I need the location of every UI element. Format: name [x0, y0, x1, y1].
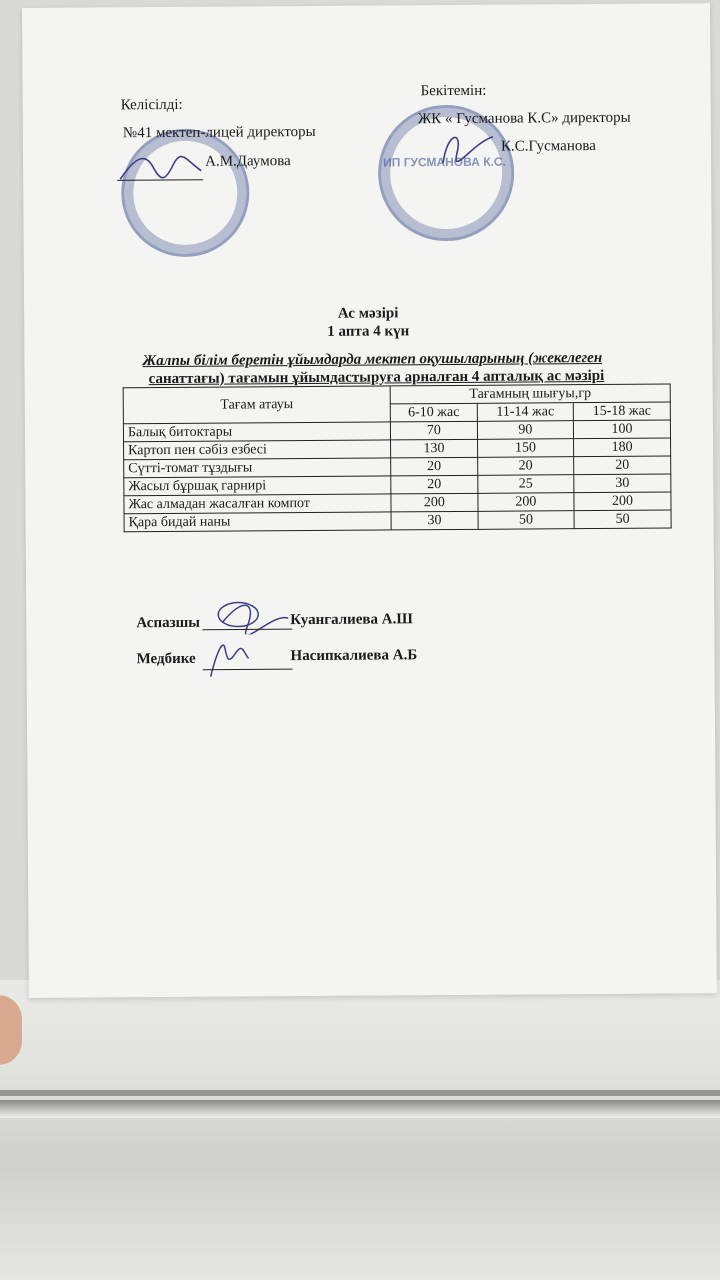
dish-name: Картоп пен сәбіз езбесі: [124, 440, 391, 460]
dish-name: Сүтті-томат тұздығы: [124, 458, 391, 478]
portion-value: 50: [478, 511, 574, 530]
menu-document: [22, 3, 717, 998]
menu-subtitle: 1 апта 4 күн: [327, 323, 410, 340]
menu-description-line1: Жалпы білім беретін ұйымдарда мектеп оқушыларының (жекелеген: [142, 349, 603, 370]
dish-name: Қара бидай наны: [124, 512, 391, 532]
company-stamp-text: ИП ГУСМАНОВА К.С.: [383, 154, 506, 170]
portion-value: 150: [477, 439, 573, 458]
table-row: [124, 510, 671, 532]
nurse-name: Насипкалиева А.Б: [290, 647, 418, 665]
portion-value: 100: [573, 420, 670, 439]
menu-title: Ас мәзірі: [337, 305, 399, 322]
portion-value: 180: [574, 438, 671, 457]
header-age: 6-10 жас: [390, 403, 477, 422]
shelf-background: [0, 980, 720, 1280]
portion-value: 200: [478, 493, 574, 512]
approval-right-label: Бекітемін:: [420, 82, 487, 100]
portion-value: 20: [574, 456, 671, 475]
portion-value: 130: [391, 439, 478, 458]
portion-value: 20: [391, 457, 478, 476]
dish-name: Балық битоктары: [123, 422, 390, 442]
director-right-signature: [433, 123, 503, 173]
header-dish: Тағам атауы: [123, 386, 390, 424]
portion-value: 30: [391, 511, 478, 530]
portion-value: 70: [390, 421, 477, 440]
approval-right-name: К.С.Гусманова: [500, 137, 596, 155]
portion-value: 200: [574, 492, 671, 511]
director-left-signature: [115, 147, 205, 188]
portion-value: 20: [391, 475, 478, 494]
portion-value: 20: [477, 457, 573, 476]
approval-left-label: Келісілді:: [120, 96, 183, 114]
portion-value: 50: [574, 510, 671, 529]
shelf-edge-shadow: [0, 1100, 720, 1118]
portion-value: 90: [477, 421, 573, 440]
nurse-label: Медбике: [136, 650, 196, 668]
dish-name: Жасыл бұршақ гарнирі: [124, 476, 391, 496]
portion-value: 200: [391, 493, 478, 512]
approval-left-name: А.М.Даумова: [205, 153, 291, 170]
approval-right-position: ЖК « Гусманова К.С» директоры: [417, 109, 631, 128]
cook-name: Куангалиева А.Ш: [290, 611, 413, 629]
header-age: 11-14 жас: [477, 403, 573, 422]
menu-table: [123, 383, 672, 532]
approval-left-position: №41 мектеп-лицей директоры: [122, 123, 316, 142]
cook-signature: [202, 592, 292, 635]
portion-value: 30: [574, 474, 671, 493]
shelf-edge: [0, 1090, 720, 1096]
nurse-signature: [202, 632, 292, 679]
header-yield: Тағамның шығуы,гр: [390, 384, 670, 404]
header-age: 15-18 жас: [573, 402, 670, 421]
dish-name: Жас алмадан жасалған компот: [124, 494, 391, 514]
portion-value: 25: [478, 475, 574, 494]
cook-label: Аспазшы: [136, 614, 201, 632]
menu-description-line2: санаттағы) тағамын ұйымдастыруға арналған 4 апталық ас мәзірі: [148, 367, 605, 388]
